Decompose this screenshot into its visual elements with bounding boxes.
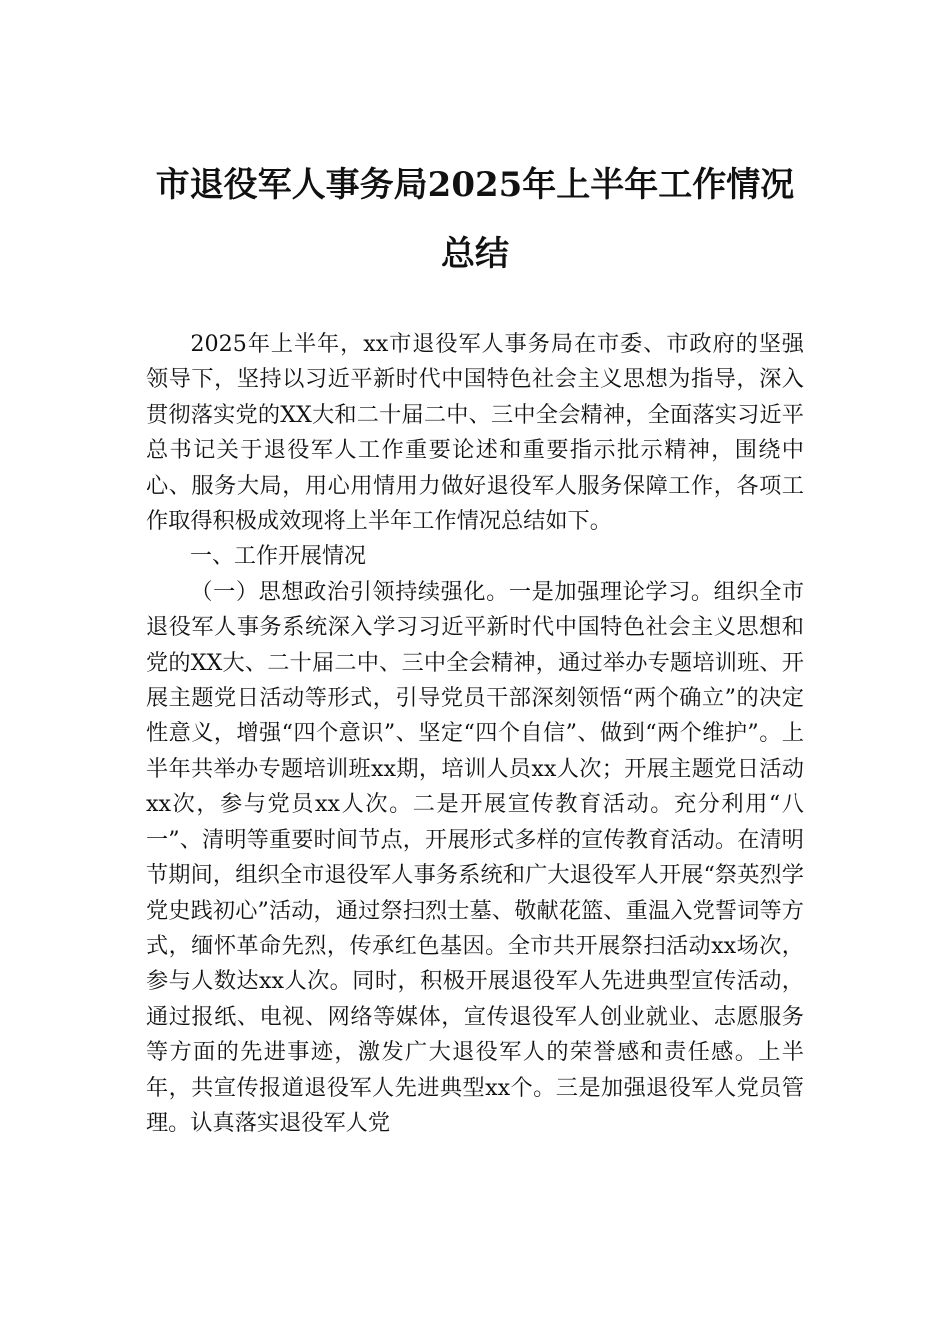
subsection-body: 一是加强理论学习。组织全市退役军人事务系统深入学习习近平新时代中国特色社会主义思想和党的XX大、二十届二中、三中全会精神，通过举办专题培训班、开展主题党日活动等形式，引导党员干部深刻领悟“两个确立”的决定性意义，增强“四个意识”、坚定“四个自信”、做到“两个维护”。上半年共举办专题培训班xx期，培训人员xx人次；开展主题党日活动xx次，参与党员xx人次。二是开展宣传教育活动。充分利用“八一”、清明等重要时间节点，开展形式多样的宣传教育活动。在清明节期间，组织全市退役军人事务系统和广大退役军人开展“祭英烈学党史践初心”活动，通过祭扫烈士墓、敬献花篮、重温入党誓词等方式，缅怀革命先烈，传承红色基因。全市共开展祭扫活动xx场次，参与人数达xx人次。同时，积极开展退役军人先进典型宣传活动，通过报纸、电视、网络等媒体，宣传退役军人创业就业、志愿服务等方面的先进事迹，激发广大退役军人的荣誉感和责任感。上半年，共宣传报道退役军人先进典型xx个。三是加强退役军人党员管理。认真落实退役军人党 <box>146 578 805 1136</box>
document-title-line-1: 市退役军人事务局2025年上半年工作情况 <box>155 165 795 205</box>
intro-paragraph: 2025年上半年，xx市退役军人事务局在市委、市政府的坚强领导下，坚持以习近平新时代中国特色社会主义思想为指导，深入贯彻落实党的XX大和二十届二中、三中全会精神，全面落实习近平总书记关于退役军人工作重要论述和重要指示批示精神，围绕中心、服务大局，用心用情用力做好退役军人服务保障工作，各项工作取得积极成效现将上半年工作情况总结如下。 <box>146 331 804 535</box>
document-title-line-2: 总结 <box>441 234 509 274</box>
subsection-paragraph <box>146 575 804 1142</box>
section-heading: 一、工作开展情况 <box>190 544 367 570</box>
subsection-heading: （一）思想政治引领持续强化。 <box>190 578 509 605</box>
document-body <box>146 327 804 1141</box>
